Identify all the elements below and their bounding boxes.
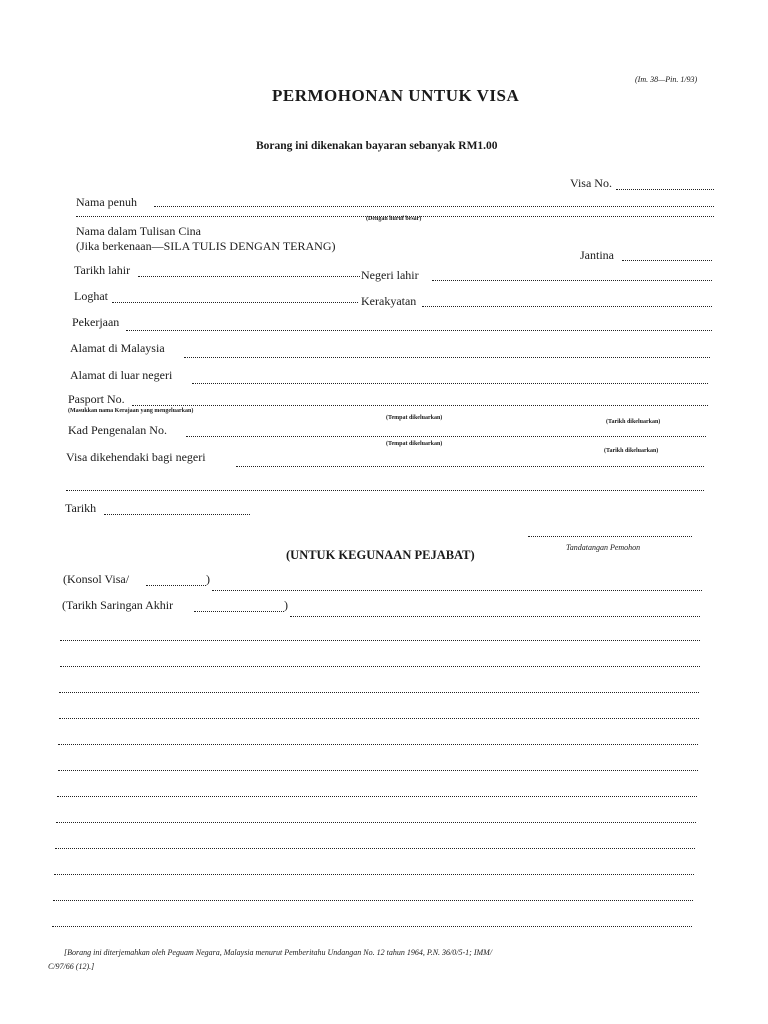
negeri-lahir-label: Negeri lahir (361, 268, 419, 282)
nama-cina-label: Nama dalam Tulisan Cina (76, 224, 201, 238)
alamat-malaysia-label: Alamat di Malaysia (70, 341, 165, 355)
office-line[interactable] (54, 874, 694, 875)
konsol-close: ) (206, 572, 210, 586)
tandatangan-field[interactable] (528, 536, 692, 537)
pekerjaan-field[interactable] (126, 330, 712, 331)
office-line[interactable] (53, 900, 693, 901)
tarikh-label: Tarikh (65, 501, 97, 515)
visa-negeri-field[interactable] (236, 466, 704, 467)
office-line[interactable] (52, 926, 692, 927)
tarikh-lahir-field[interactable] (138, 276, 360, 277)
jantina-field[interactable] (622, 260, 712, 261)
pekerjaan-label: Pekerjaan (72, 315, 120, 329)
tempat-dikeluarkan-2: (Tempat dikeluarkan) (386, 441, 443, 447)
office-line[interactable] (57, 796, 697, 797)
visa-negeri-field-2[interactable] (66, 490, 704, 491)
tandatangan-label: Tandatangan Pemohon (566, 543, 641, 552)
loghat-field[interactable] (112, 302, 358, 303)
saringan-close: ) (284, 598, 288, 612)
office-heading: (UNTUK KEGUNAAN PEJABAT) (286, 548, 475, 562)
nama-penuh-label: Nama penuh (76, 195, 137, 209)
tarikh-lahir-label: Tarikh lahir (74, 263, 131, 277)
nama-penuh-field[interactable] (154, 206, 714, 207)
alamat-luar-label: Alamat di luar negeri (70, 368, 173, 382)
office-line[interactable] (60, 666, 700, 667)
negeri-lahir-field[interactable] (432, 280, 712, 281)
kerakyatan-label: Kerakyatan (361, 294, 417, 308)
office-line[interactable] (58, 770, 698, 771)
pasport-label: Pasport No. (68, 392, 125, 406)
pasport-field[interactable] (132, 405, 708, 406)
office-line[interactable] (58, 744, 698, 745)
form-reference: (Im. 38—Pin. 1/93) (635, 75, 698, 84)
tarikh-dikeluarkan-1: (Tarikh dikeluarkan) (606, 419, 661, 425)
visa-no-field[interactable] (616, 189, 714, 190)
saringan-label: (Tarikh Saringan Akhir (62, 598, 174, 612)
office-line[interactable] (59, 692, 699, 693)
loghat-label: Loghat (74, 289, 108, 303)
konsol-line[interactable] (212, 590, 702, 591)
huruf-besar-note: (Dengan huruf besar) (366, 216, 422, 222)
kerakyatan-field[interactable] (422, 306, 712, 307)
office-line[interactable] (56, 822, 696, 823)
tarikh-field[interactable] (104, 514, 250, 515)
tempat-dikeluarkan-1: (Tempat dikeluarkan) (386, 415, 443, 421)
pasport-note: (Masukkan nama Kerajaan yang mengeluarkan) (68, 408, 194, 414)
kad-pengenalan-field[interactable] (186, 436, 706, 437)
footer-line-2: C/97/66 (12).] (48, 962, 95, 971)
office-line[interactable] (59, 718, 699, 719)
tarikh-dikeluarkan-2: (Tarikh dikeluarkan) (604, 448, 659, 454)
visa-no-label: Visa No. (570, 176, 612, 190)
kad-pengenalan-label: Kad Pengenalan No. (68, 423, 167, 437)
office-line[interactable] (60, 640, 700, 641)
form-title: PERMOHONAN UNTUK VISA (272, 86, 520, 105)
saringan-field[interactable] (194, 611, 284, 612)
jantina-label: Jantina (580, 248, 614, 262)
footer-line-1: [Borang ini diterjemahkan oleh Peguam Negara, Malaysia menurut Pemberitahu Undangan No. 12 tahun 1964, P.N. 36/0/5-1; IMM/ (64, 948, 493, 957)
visa-negeri-label: Visa dikehendaki bagi negeri (66, 450, 206, 464)
office-line[interactable] (55, 848, 695, 849)
saringan-line[interactable] (290, 616, 700, 617)
alamat-malaysia-field[interactable] (184, 357, 710, 358)
alamat-luar-field[interactable] (192, 383, 708, 384)
fee-note: Borang ini dikenakan bayaran sebanyak RM1.00 (256, 140, 498, 152)
konsol-field[interactable] (146, 585, 206, 586)
konsol-label: (Konsol Visa/ (63, 572, 130, 586)
nama-cina-note: (Jika berkenaan—SILA TULIS DENGAN TERANG) (76, 239, 336, 253)
